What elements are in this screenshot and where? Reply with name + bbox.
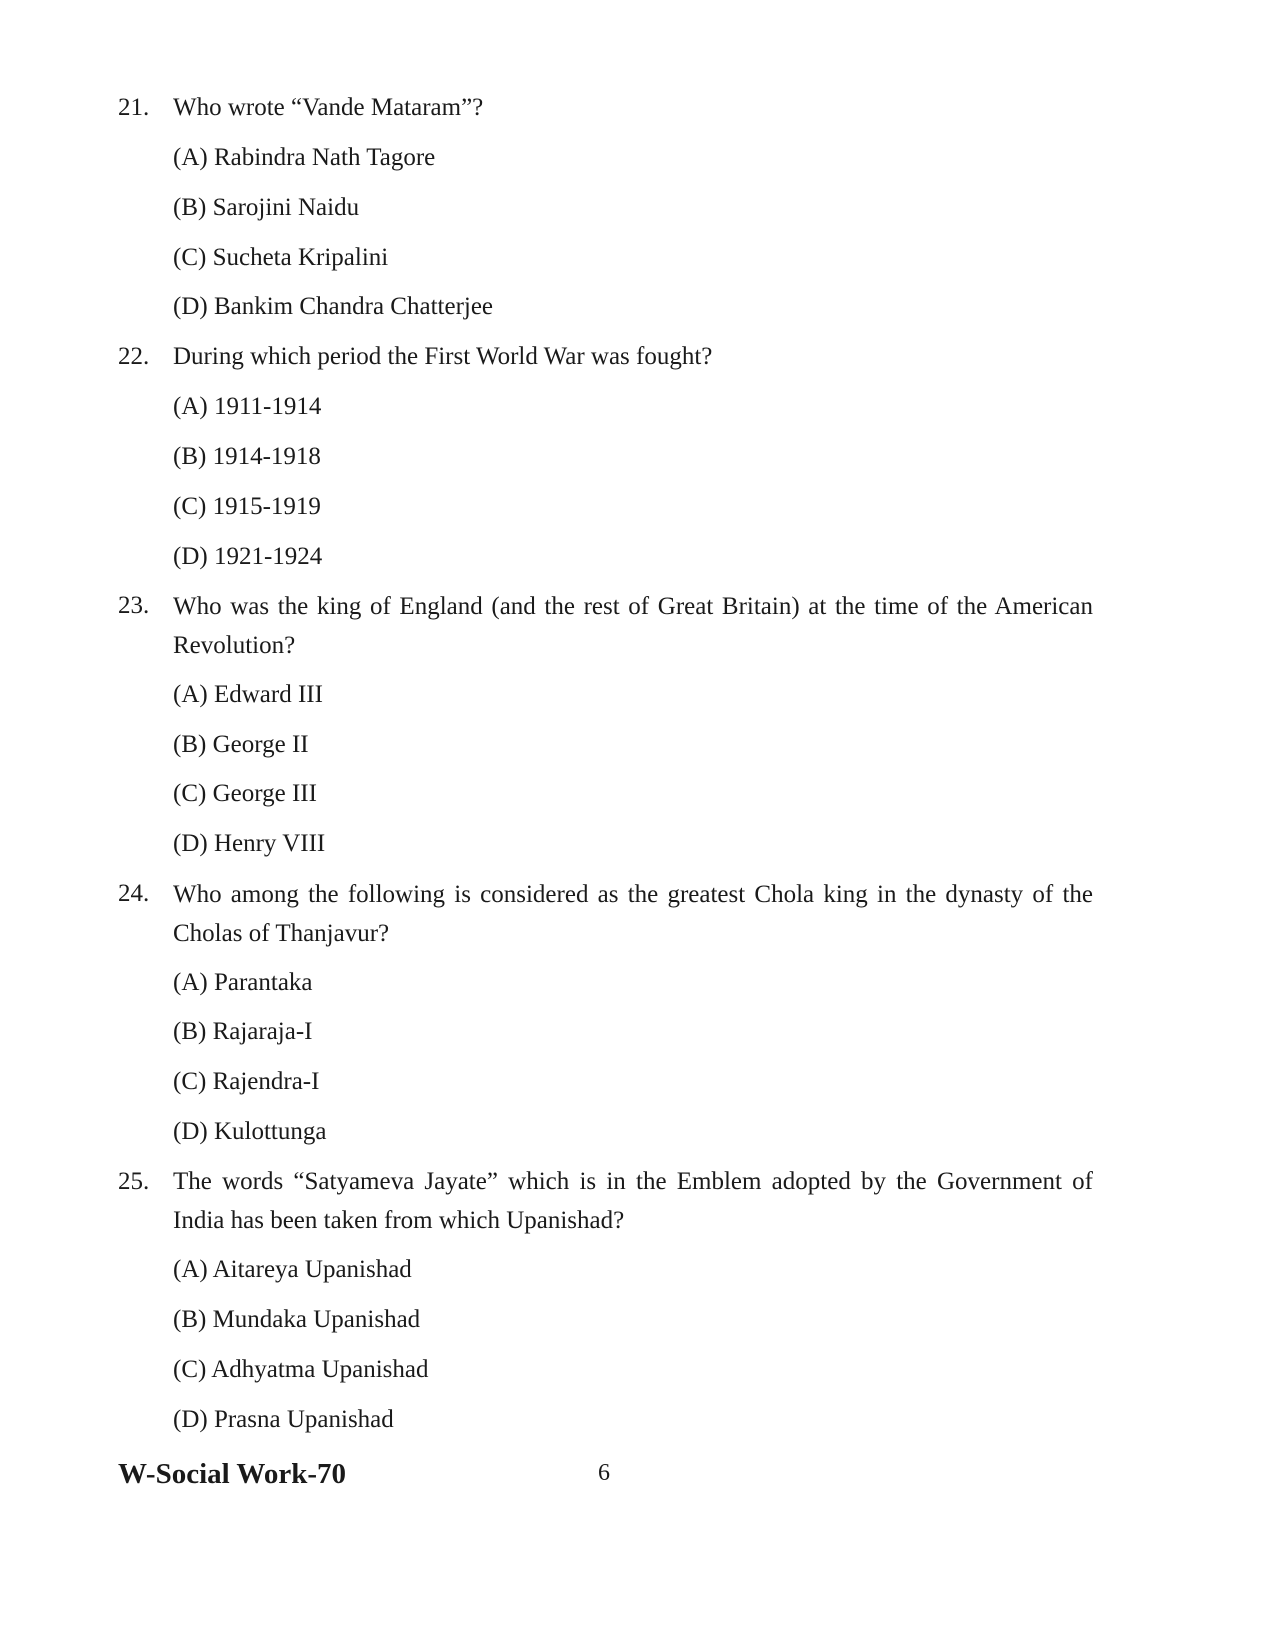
answer-option: (D) 1921-1924 xyxy=(173,542,323,570)
answer-option: (B) George II xyxy=(173,730,309,758)
question-block xyxy=(118,1157,1093,1445)
question-number: 22. xyxy=(118,343,150,371)
question-number: 25. xyxy=(118,1167,150,1195)
answer-option: (B) Sarojini Naidu xyxy=(173,193,360,221)
question-row xyxy=(118,83,1093,133)
answer-option: (A) Aitareya Upanishad xyxy=(173,1256,412,1284)
answer-option: (B) Rajaraja-I xyxy=(173,1018,313,1046)
answer-option: (D) Prasna Upanishad xyxy=(173,1405,394,1433)
answer-option: (A) Parantaka xyxy=(173,968,313,996)
question-text: During which period the First World War was fought? xyxy=(173,343,713,371)
question-text: Who wrote “Vande Mataram”? xyxy=(173,94,484,121)
question-list xyxy=(118,83,1093,1444)
answer-option: (C) Rajendra-I xyxy=(173,1068,320,1096)
question-number: 24. xyxy=(118,880,150,908)
answer-option: (C) 1915-1919 xyxy=(173,492,321,520)
question-row xyxy=(118,332,1093,382)
answer-option: (C) George III xyxy=(173,780,317,808)
answer-option: (D) Kulottunga xyxy=(173,1117,327,1145)
question-block xyxy=(118,332,1093,581)
question-number: 23. xyxy=(118,592,150,620)
paper-code: W-Social Work-70 xyxy=(118,1458,346,1490)
answer-option: (A) Edward III xyxy=(173,680,323,708)
answer-option: (A) 1911-1914 xyxy=(173,393,322,421)
question-text: Who was the king of England (and the rest of Great Britain) at the time of the American Revolution? xyxy=(173,592,1093,659)
question-block xyxy=(118,869,1093,1157)
question-row xyxy=(118,581,1093,670)
question-row xyxy=(118,869,1093,958)
answer-option: (B) Mundaka Upanishad xyxy=(173,1306,421,1334)
answer-option: (B) 1914-1918 xyxy=(173,442,321,470)
question-block xyxy=(118,83,1093,332)
question-text: The words “Satyameva Jayate” which is in the Emblem adopted by the Government of India has been taken from which Upanishad? xyxy=(173,1168,1093,1235)
answer-option: (C) Adhyatma Upanishad xyxy=(173,1355,429,1383)
question-row xyxy=(118,1157,1093,1246)
question-text: Who among the following is considered as the greatest Chola king in the dynasty of the Cholas of Thanjavur? xyxy=(173,880,1093,947)
answer-option: (C) Sucheta Kripalini xyxy=(173,243,389,271)
question-number: 21. xyxy=(118,94,150,121)
page-number: 6 xyxy=(598,1460,610,1486)
question-block xyxy=(118,581,1093,869)
page-footer xyxy=(118,1458,1093,1498)
answer-option: (A) Rabindra Nath Tagore xyxy=(173,144,436,171)
answer-option: (D) Henry VIII xyxy=(173,830,326,858)
answer-option: (D) Bankim Chandra Chatterjee xyxy=(173,293,494,321)
